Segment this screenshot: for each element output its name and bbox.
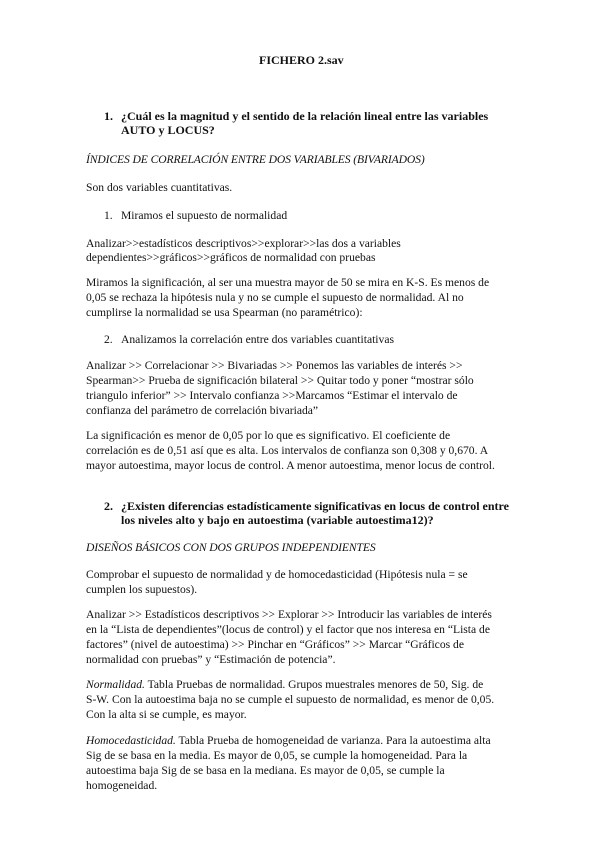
paragraph-9-line-3: autoestima baja Sig de se basa en la mediana. Es mayor de 0,05, se cumple la xyxy=(86,764,445,777)
paragraph-9-line-2: Sig de se basa en la media. Es mayor de 0,05, se cumple la homogeneidad. Para la xyxy=(86,749,468,762)
paragraph-3-line-2: 0,05 se rechaza la hipótesis nula y no se cumple el supuesto de normalidad. Al no xyxy=(86,291,464,304)
question-1-line-1: ¿Cuál es la magnitud y el sentido de la relación lineal entre las variables xyxy=(121,109,489,123)
paragraph-5-line-3: mayor autoestima, mayor locus de control. A menor autoestima, menor locus de control. xyxy=(86,459,495,472)
paragraph-4-line-2: Spearman>> Prueba de significación bilateral >> Quitar todo y poner “mostrar sólo xyxy=(86,374,474,387)
paragraph-5-line-1: La significación es menor de 0,05 por lo que es significativo. El coeficiente de xyxy=(86,429,451,442)
paragraph-3-line-1: Miramos la significación, al ser una muestra mayor de 50 se mira en K-S. Es menos de xyxy=(86,276,490,289)
paragraph-4-line-1: Analizar >> Correlacionar >> Bivariadas >> Ponemos las variables de interés >> xyxy=(86,359,463,372)
question-2-line-1: ¿Existen diferencias estadísticamente significativas en locus de control entre xyxy=(121,499,509,513)
paragraph-5-line-2: correlación es de 0,51 así que es alta. Los intervalos de confianza son 0,308 y 0,670. A xyxy=(86,444,489,457)
paragraph-4-line-4: confianza del parámetro de correlación bivariada” xyxy=(86,404,319,417)
question-1-number: 1. xyxy=(104,109,113,123)
paragraph-8-line-3: Con la alta si se cumple, es mayor. xyxy=(86,708,247,721)
paragraph-8-line-1-text: Tabla Pruebas de normalidad. Grupos muestrales menores de 50, Sig. de xyxy=(144,678,484,691)
question-2-line-2: los niveles alto y bajo en autoestima (variable autoestima12)? xyxy=(121,513,434,527)
step-2-text: Analizamos la correlación entre dos variables cuantitativas xyxy=(121,333,394,346)
step-1-text: Miramos el supuesto de normalidad xyxy=(121,209,288,222)
paragraph-8-line-2: S-W. Con la autoestima baja no se cumple el supuesto de normalidad, es menor de 0,05. xyxy=(86,693,495,706)
paragraph-7-line-2: en la “Lista de dependientes”(locus de control) y el factor que nos interesa en “Lista de xyxy=(86,623,491,636)
paragraph-1: Son dos variables cuantitativas. xyxy=(86,181,233,194)
section-1-heading: ÍNDICES DE CORRELACIÓN ENTRE DOS VARIABLES (BIVARIADOS) xyxy=(86,153,425,166)
paragraph-4-line-3: triangulo inferior” >> Intervalo confianza >>Marcamos “Estimar el intervalo de xyxy=(86,389,458,402)
question-2-number: 2. xyxy=(104,499,113,513)
homocedasticidad-label: Homocedasticidad. xyxy=(86,734,176,747)
paragraph-2-line-1: Analizar>>estadísticos descriptivos>>explorar>>las dos a variables xyxy=(86,237,401,250)
paragraph-9-line-1 xyxy=(86,733,491,748)
document-title: FICHERO 2.sav xyxy=(259,53,344,67)
paragraph-7-line-4: normalidad con pruebas” y “Estimación de potencia”. xyxy=(86,653,336,666)
paragraph-7-line-3: factores” (nivel de autoestima) >> Pinchar en “Gráficos” >> Marcar “Gráficos de xyxy=(86,638,464,651)
step-1-number: 1. xyxy=(104,209,113,222)
section-2-heading: DISEÑOS BÁSICOS CON DOS GRUPOS INDEPENDIENTES xyxy=(86,541,376,554)
step-2-number: 2. xyxy=(104,333,113,346)
paragraph-9-line-1-text: Tabla Prueba de homogeneidad de varianza. Para la autoestima alta xyxy=(175,734,491,747)
paragraph-3-line-3: cumplirse la normalidad se usa Spearman (no paramétrico): xyxy=(86,306,363,319)
paragraph-6-line-2: cumplen los supuestos). xyxy=(86,583,198,596)
paragraph-9-line-4: homogeneidad. xyxy=(86,779,158,792)
normalidad-label: Normalidad. xyxy=(86,678,145,691)
question-1-line-2: AUTO y LOCUS? xyxy=(121,123,215,137)
paragraph-7-line-1: Analizar >> Estadísticos descriptivos >> Explorar >> Introducir las variables de interés xyxy=(86,608,492,621)
paragraph-2-line-2: dependientes>>gráficos>>gráficos de normalidad con pruebas xyxy=(86,251,376,264)
paragraph-8-line-1 xyxy=(86,677,483,692)
paragraph-6-line-1: Comprobar el supuesto de normalidad y de homocedasticidad (Hipótesis nula = se xyxy=(86,568,468,581)
